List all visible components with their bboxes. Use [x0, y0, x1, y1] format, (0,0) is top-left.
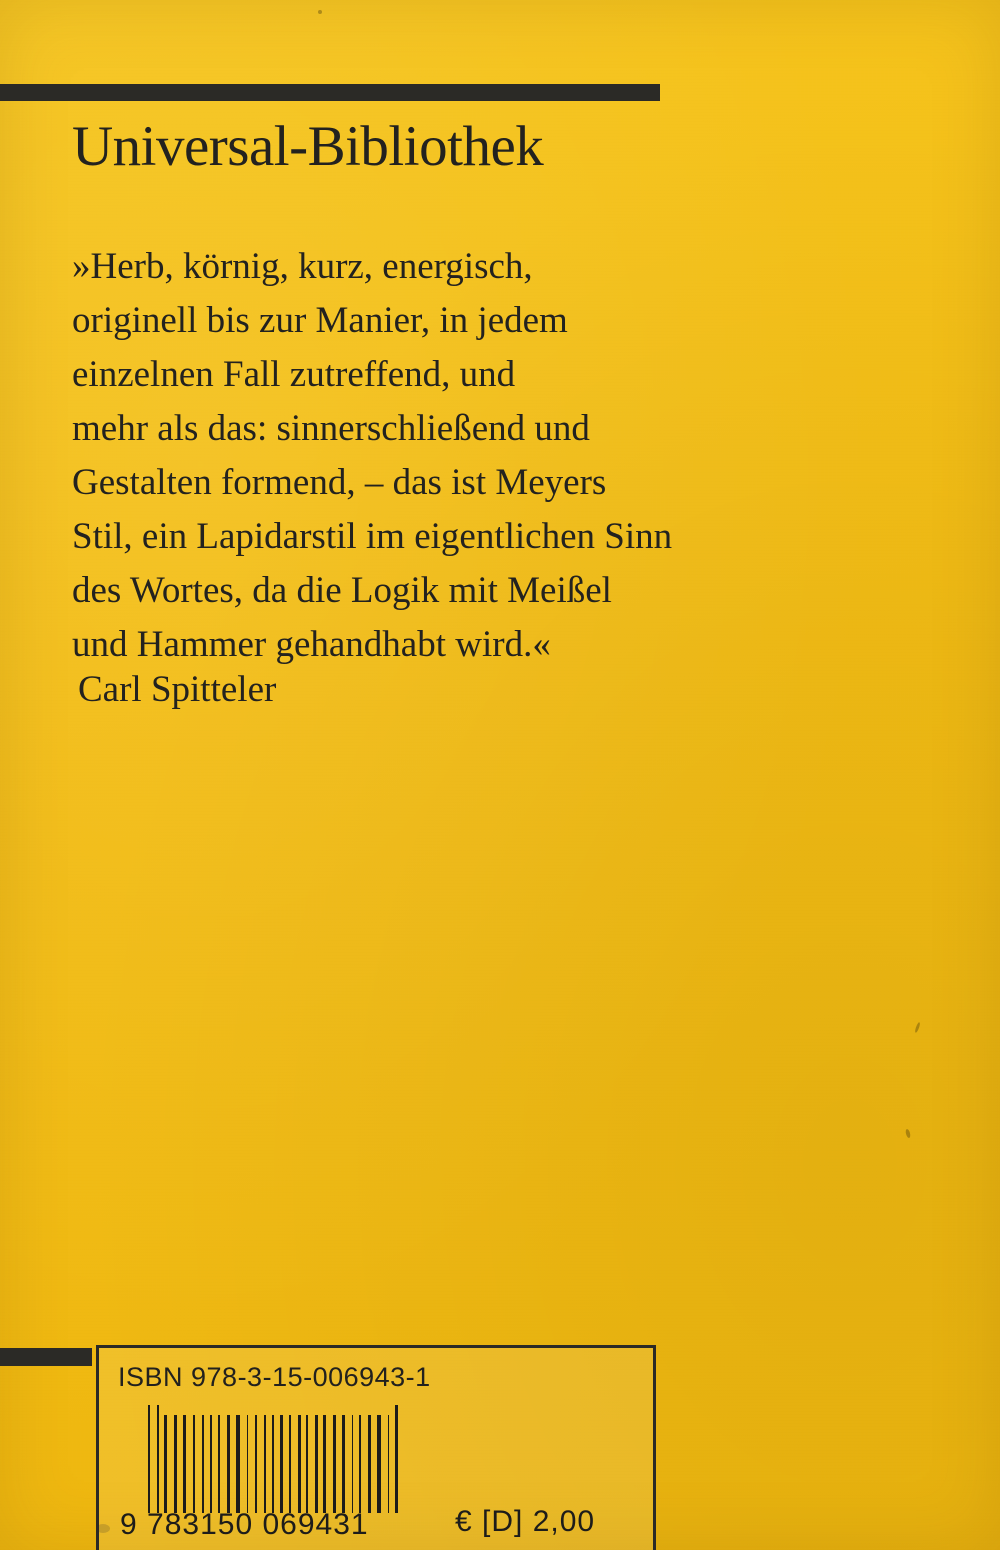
barcode-bar	[400, 1405, 402, 1513]
barcode-bar	[227, 1415, 230, 1513]
barcode-bar	[315, 1415, 318, 1513]
barcode-bar	[320, 1415, 322, 1513]
barcode-bar	[214, 1415, 216, 1513]
barcode-bar	[303, 1415, 305, 1513]
quote-attribution: Carl Spitteler	[78, 669, 277, 710]
barcode-bar	[328, 1415, 331, 1513]
barcode-bar	[206, 1415, 208, 1513]
isbn-number: ISBN 978-3-15-006943-1	[118, 1362, 431, 1392]
barcode-bar	[363, 1415, 366, 1513]
barcode-bar	[157, 1405, 159, 1513]
quote-line: mehr als das: sinnerschließend und	[72, 408, 590, 449]
barcode-bar	[174, 1415, 177, 1513]
barcode-bar	[148, 1405, 150, 1513]
barcode-bar	[373, 1415, 375, 1513]
barcode-bar	[395, 1405, 397, 1513]
barcode-icon	[148, 1405, 404, 1513]
barcode-bar	[164, 1415, 166, 1513]
barcode-bar	[276, 1415, 278, 1513]
top-rule-bar	[0, 84, 660, 101]
barcode-bar	[193, 1415, 195, 1513]
barcode-bar	[342, 1415, 345, 1513]
barcode-bar	[268, 1415, 270, 1513]
barcode-bar	[310, 1415, 312, 1513]
barcode-bar	[259, 1415, 262, 1513]
barcode-bar	[383, 1415, 386, 1513]
barcode-bar	[202, 1415, 204, 1513]
barcode-bar	[377, 1415, 380, 1513]
barcode-bar	[391, 1405, 393, 1513]
barcode-bar	[247, 1415, 249, 1513]
barcode-bar	[323, 1415, 325, 1513]
bottom-rule-bar	[0, 1348, 92, 1366]
price-label: € [D] 2,00	[455, 1505, 596, 1538]
barcode-bar	[232, 1415, 234, 1513]
barcode-bar	[179, 1415, 181, 1513]
quote-line: und Hammer gehandhabt wird.«	[72, 624, 551, 665]
paper-speck	[905, 1129, 911, 1139]
barcode-bar	[280, 1415, 283, 1513]
quote-line: Stil, ein Lapidarstil im eigentlichen Sinn	[72, 516, 673, 557]
barcode-bar	[197, 1415, 200, 1513]
quote-block	[72, 240, 802, 672]
barcode-bar	[352, 1415, 354, 1513]
barcode-bar	[183, 1415, 186, 1513]
barcode-bar	[218, 1415, 220, 1513]
barcode-bar	[355, 1415, 357, 1513]
barcode-bar	[388, 1415, 390, 1513]
paper-speck	[318, 10, 322, 14]
series-title: Universal-Bibliothek	[72, 115, 544, 178]
barcode-bar	[264, 1415, 266, 1513]
barcode-bar	[289, 1415, 291, 1513]
barcode-bar	[250, 1415, 253, 1513]
barcode-bar	[272, 1415, 274, 1513]
barcode-bar	[222, 1415, 225, 1513]
barcode-bar	[152, 1405, 154, 1513]
paper-speck	[914, 1022, 921, 1033]
barcode-bar	[161, 1415, 163, 1513]
barcode-bar	[347, 1415, 349, 1513]
barcode-bar	[236, 1415, 239, 1513]
barcode-digits: 9 783150 069431	[120, 1508, 369, 1541]
barcode-bar	[359, 1415, 361, 1513]
barcode-bar	[169, 1415, 172, 1513]
barcode-bar	[368, 1415, 371, 1513]
quote-line: einzelnen Fall zutreffend, und	[72, 354, 516, 395]
barcode-bar	[298, 1415, 301, 1513]
quote-line: »Herb, körnig, kurz, energisch,	[72, 246, 533, 287]
barcode-bar	[210, 1415, 212, 1513]
quote-line: des Wortes, da die Logik mit Meißel	[72, 570, 612, 611]
barcode-bar	[333, 1415, 336, 1513]
barcode-bar	[242, 1415, 245, 1513]
quote-line: originell bis zur Manier, in jedem	[72, 300, 568, 341]
barcode-bar	[255, 1415, 257, 1513]
barcode-bar	[285, 1415, 287, 1513]
quote-line: Gestalten formend, – das ist Meyers	[72, 462, 607, 503]
barcode-bar	[306, 1415, 308, 1513]
barcode-bar	[188, 1415, 191, 1513]
barcode-bar	[338, 1415, 340, 1513]
barcode-bar	[293, 1415, 295, 1513]
